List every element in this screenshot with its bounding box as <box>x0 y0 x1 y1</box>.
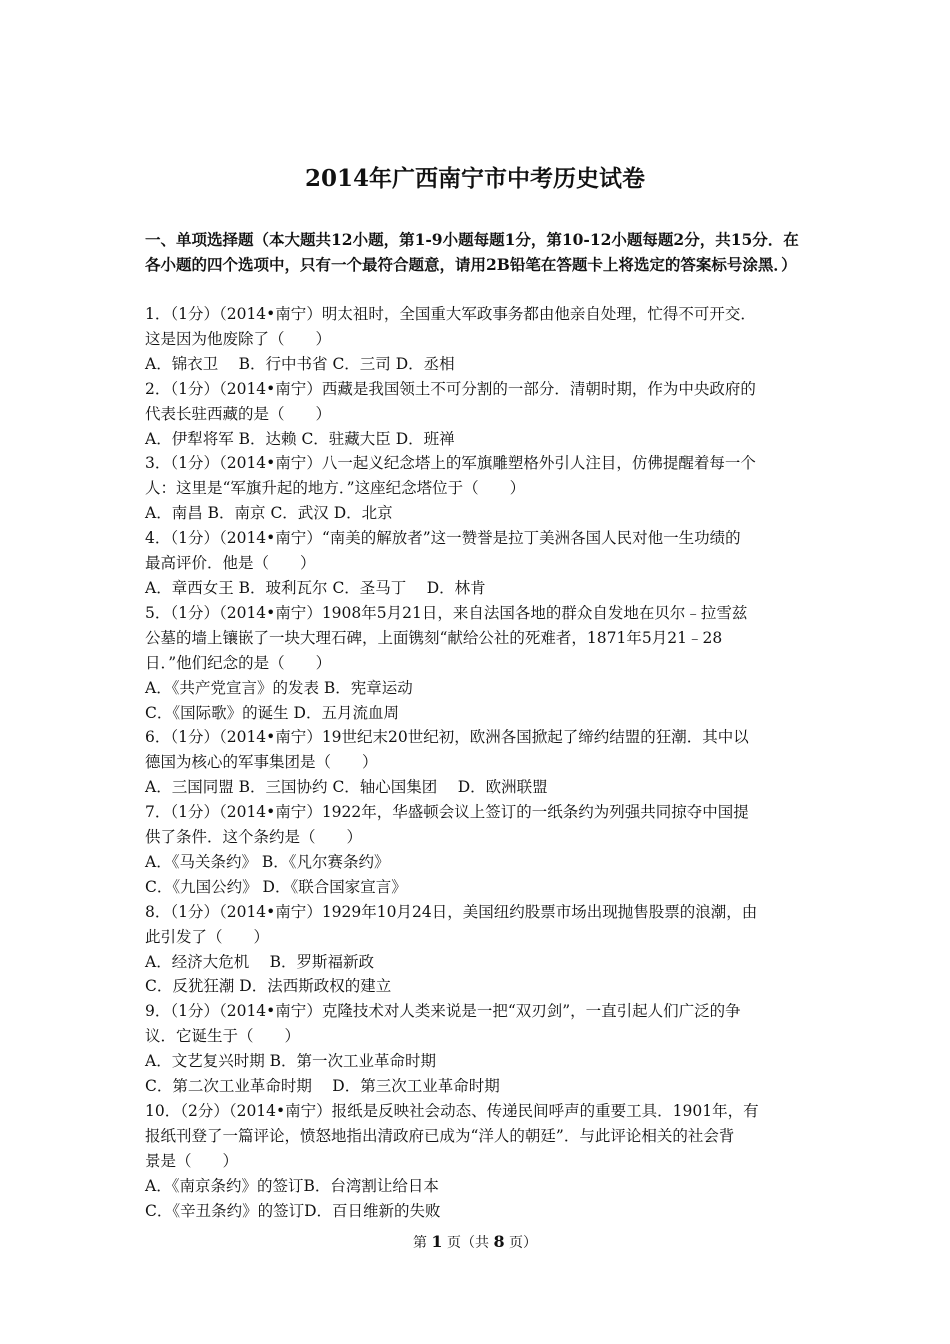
text-line: 7．（1分）（2014•南宁）1922年，华盛顿会议上签订的一纸条约为列强共同掠夺中国提 <box>145 803 749 822</box>
exam-title: 2014年广西南宁市中考历史试卷 <box>304 165 645 192</box>
text-line: 6．（1分）（2014•南宁）19世纪末20世纪初，欧洲各国掀起了缔约结盟的狂潮．其中以 <box>145 728 749 747</box>
text-line: C．《国际歌》的诞生 D．五月流血周 <box>145 703 399 722</box>
text-line: A．《南京条约》的签订B．台湾割让给日本 <box>145 1176 439 1195</box>
text-line: A．章西女王 B．玻利瓦尔 C．圣马丁 D．林肯 <box>145 578 486 597</box>
text-line: C．《辛丑条约》的签订D．百日维新的失败 <box>145 1201 441 1220</box>
text-line: 报纸刊登了一篇评论，愤怒地指出清政府已成为“洋人的朝廷”．与此评论相关的社会背 <box>145 1126 735 1145</box>
text-line: 日．”他们纪念的是（ ） <box>145 653 332 672</box>
footer-total-pages: 8 <box>493 1232 505 1251</box>
text-line: 3．（1分）（2014•南宁）八一起义纪念塔上的军旗雕塑格外引人注目，仿佛提醒着每一个 <box>145 454 756 473</box>
text-line: 8．（1分）（2014•南宁）1929年10月24日，美国纽约股票市场出现抛售股票的浪潮，由 <box>145 902 758 921</box>
page-footer <box>0 1232 950 1252</box>
text-line: A．《马关条约》 B．《凡尔赛条约》 <box>145 852 390 871</box>
text-line: 议．它诞生于（ ） <box>145 1027 301 1046</box>
text-line: 景是（ ） <box>145 1151 239 1170</box>
section-heading: 一、单项选择题（本大题共12小题，第1-9小题每题1分，第10-12小题每题2分，共15分．在各小题的四个选项中，只有一个最符合题意，请用2B铅笔在答题卡上将选定的答案标号涂黑．） <box>145 230 799 274</box>
text-line: A．《共产党宣言》的发表 B．宪章运动 <box>145 678 413 697</box>
text-line: A．经济大危机 B．罗斯福新政 <box>145 952 375 971</box>
footer-page-number: 1 <box>431 1232 443 1251</box>
text-line: C．反犹狂潮 D．法西斯政权的建立 <box>145 977 392 996</box>
text-line: 此引发了（ ） <box>145 927 270 946</box>
text-line: 供了条件．这个条约是（ ） <box>145 828 363 847</box>
text-line: C．《九国公约》 D．《联合国家宣言》 <box>145 877 407 896</box>
text-line: 10．（2分）（2014•南宁）报纸是反映社会动态、传递民间呼声的重要工具．1901年，有 <box>145 1102 759 1120</box>
text-line: 2．（1分）（2014•南宁）西藏是我国领土不可分割的一部分．清朝时期，作为中央政府的 <box>145 379 756 398</box>
text-line: 最高评价．他是（ ） <box>145 554 316 573</box>
text-line: A．伊犁将军 B．达赖 C．驻藏大臣 D．班禅 <box>145 429 455 448</box>
text-line: 代表长驻西藏的是（ ） <box>145 404 332 423</box>
text-line: 公墓的墙上镶嵌了一块大理石碑，上面镌刻“献给公社的死难者，1871年5月21﹣28 <box>145 628 723 647</box>
text-line: A．文艺复兴时期 B．第一次工业革命时期 <box>145 1052 437 1071</box>
text-line: 人：这里是“军旗升起的地方．”这座纪念塔位于（ ） <box>145 479 526 498</box>
text-line: A．南昌 B．南京 C．武汉 D．北京 <box>145 504 393 523</box>
text-line: A．三国同盟 B．三国协约 C．轴心国集团 D．欧洲联盟 <box>145 778 548 797</box>
footer-prefix: 第 <box>412 1235 427 1251</box>
question-body <box>145 302 810 1224</box>
text-line: 9．（1分）（2014•南宁）克隆技术对人类来说是一把“双刃剑”，一直引起人们广泛的争 <box>145 1002 741 1021</box>
text-line: 1．（1分）（2014•南宁）明太祖时，全国重大军政事务都由他亲自处理，忙得不可开交． <box>145 305 756 323</box>
footer-suffix: 页） <box>509 1235 538 1251</box>
text-line: 这是因为他废除了（ ） <box>145 329 332 348</box>
text-line: 4．（1分）（2014•南宁）“南美的解放者”这一赞誉是拉丁美洲各国人民对他一生功绩的 <box>145 529 741 548</box>
text-line: 德国为核心的军事集团是（ ） <box>145 753 378 772</box>
text-line: 5．（1分）（2014•南宁）1908年5月21日，来自法国各地的群众自发地在贝尔﹣拉雪兹 <box>145 603 748 622</box>
footer-middle: 页（共 <box>447 1235 489 1251</box>
text-line: C．第二次工业革命时期 D．第三次工业革命时期 <box>145 1077 500 1096</box>
text-line: A．锦衣卫 B．行中书省 C．三司 D．丞相 <box>145 354 455 373</box>
